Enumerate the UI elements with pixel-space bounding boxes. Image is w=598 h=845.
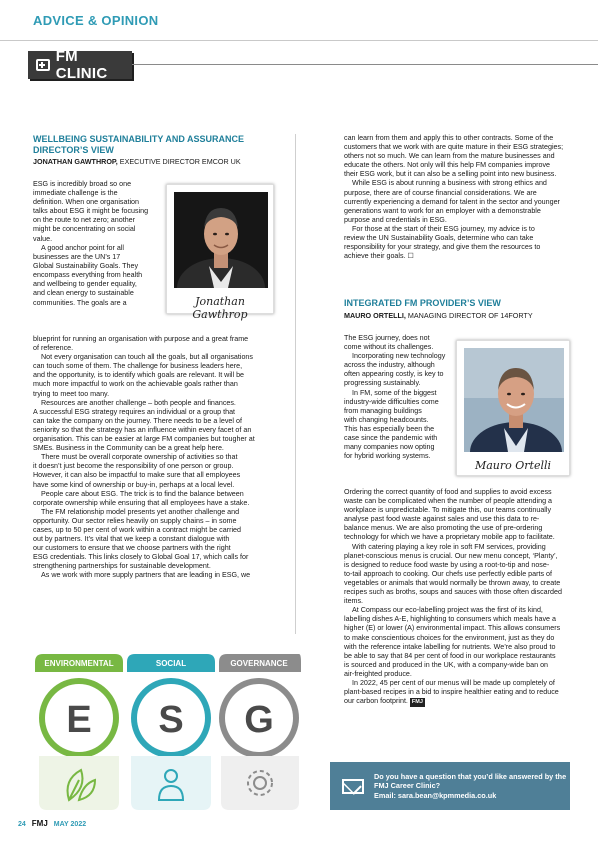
- text-line: planet-conscious menus is crucial. Our new menu concept, ‘Planty’,: [344, 551, 558, 560]
- question-text: Do you have a question that you’d like answered by the FMJ Career Clinic? Email: sara.bean@kpmmedia.co.uk: [374, 772, 567, 800]
- text-line: With catering playing a key role in soft FM services, providing: [352, 542, 546, 551]
- text-line: waste can be complicated when the number of people attending a: [344, 497, 553, 506]
- footer-brand: FMJ: [31, 819, 48, 828]
- text-line: is designed to reduce food waste by using a root-to-tip and nose-: [344, 560, 550, 569]
- text-line: opportunity. Our sector relies heavily on supply chains – in some: [33, 516, 237, 525]
- text-line: At Compass our eco-labelling project was the first of its kind,: [352, 606, 543, 615]
- page-number: 24: [18, 821, 26, 828]
- text-line: seniority so that the strategy has an influence within every facet of an: [33, 425, 252, 434]
- text-line: our carbon footprint. FMJ: [344, 697, 574, 707]
- text-line: vegetables or animals that would normally be thrown away, to create: [344, 578, 561, 587]
- article1-byline: JONATHAN GAWTHROP, EXECUTIVE DIRECTOR EMCOR UK: [33, 157, 241, 166]
- text-line: organisation. This can be easier at large FM companies but tougher at: [33, 435, 255, 444]
- text-line: corporate ownership while ensuring that all employees have a stake.: [33, 498, 250, 507]
- esg-letter-e: E: [66, 699, 92, 741]
- first-aid-kit-icon: [36, 59, 50, 71]
- text-line: balance menus. We are also promoting the use of pre-ordering: [344, 524, 543, 533]
- footer-issue: MAY 2022: [53, 821, 87, 828]
- text-line: educate the others. Not only will this help FM companies improve: [344, 161, 550, 170]
- text-line: Resources are another challenge – both people and finances.: [41, 398, 236, 407]
- fm-clinic-title: FM CLINIC: [55, 48, 108, 82]
- esg-graphic: [33, 652, 303, 814]
- jonathan-photo: [166, 184, 274, 321]
- text-line: Global Sustainability Goals. They: [33, 262, 139, 271]
- esg-social: [127, 654, 215, 810]
- text-line: The FM relationship model presents yet another challenge and: [41, 507, 240, 516]
- text-line: generations want to work for an employer with a demonstrable: [344, 206, 541, 215]
- mauro-photo: [456, 340, 570, 476]
- text-line: encompass everything from health: [33, 271, 143, 280]
- text-line: review the UN Sustainability Goals, determine who can take: [344, 234, 534, 243]
- text-line: might be concentrating on social: [33, 225, 136, 234]
- text-line: have some kind of ownership or buy-in, perhaps at a local level.: [33, 480, 235, 489]
- text-line: others not so much. We can learn from the mature businesses and: [344, 152, 555, 161]
- text-line: talks about ESG it might be focusing: [33, 207, 149, 216]
- text-line: analyse past food waste against sales and use this data to re-: [344, 515, 540, 524]
- text-line: and the opportunity, is to identify which goals are relevant. It will be: [33, 371, 245, 380]
- text-line: As we work with more supply partners that are leading in ESG, we: [41, 571, 251, 580]
- question-email[interactable]: Email: sara.bean@kpmmedia.co.uk: [374, 790, 497, 800]
- text-line: ESG is incredibly broad so one: [33, 180, 132, 188]
- text-line: A good anchor point for all: [41, 244, 124, 252]
- envelope-icon: [342, 779, 364, 794]
- text-line: For those at the start of their ESG journey, my advice is to: [352, 224, 535, 233]
- text-line: In 2022, 45 per cent of our menus will be made up completely of: [352, 678, 555, 687]
- text-line: much more impactful to work on the achievable goals rather than: [33, 380, 238, 389]
- article1-header: [33, 134, 267, 166]
- text-line: In FM, some of the biggest: [352, 388, 437, 397]
- text-line: ESG credentials. This links closely to Global Goal 17, which calls for: [33, 553, 249, 562]
- text-line: cases, up to 50 per cent of work within a contract might be carried: [33, 525, 241, 534]
- text-line: value.: [33, 234, 53, 243]
- text-line: communities. The goals are a: [33, 298, 127, 307]
- article1-intro: [33, 180, 163, 244]
- mauro-signature: Mauro Ortelli: [474, 459, 552, 472]
- article2-header: [344, 298, 574, 320]
- text-line: air-freighted produce.: [344, 669, 412, 678]
- text-line: industry-wide difficulties come: [344, 397, 439, 406]
- article2-body: [344, 488, 574, 707]
- text-line: strengthening partnerships for sustainable development.: [33, 562, 211, 571]
- article2-intro: [344, 334, 452, 461]
- esg-label-environmental: ENVIRONMENTAL: [44, 659, 114, 668]
- text-line: and clean energy to sustainable: [33, 289, 134, 298]
- article2-heading: INTEGRATED FM PROVIDER’S VIEW: [344, 298, 501, 308]
- text-line: definition. When one organisation: [33, 198, 139, 207]
- text-line: A successful ESG strategy requires an individual or a group that: [33, 407, 236, 416]
- text-line: Incorporating new technology: [352, 352, 446, 361]
- text-line: currently experiencing a demand for talent in the sector and younger: [344, 197, 560, 206]
- text-line: for hybrid working systems.: [344, 452, 431, 461]
- text-line: responsibility for your strategy, and give them the resources to: [344, 243, 541, 252]
- text-line: of reference.: [33, 344, 74, 353]
- text-line: with the reference intake labelling for nutrients. We’re also proud to: [344, 642, 556, 651]
- text-line: customers that we work with are quite mature in their ESG strategies;: [344, 143, 564, 152]
- text-line: can learn from them and apply this to other contracts. Some of the: [344, 134, 554, 142]
- text-line: out by partners. It’s vital that we keep a constant dialogue with: [33, 535, 230, 544]
- text-line: Not every organisation can touch all the goals, but all organisations: [41, 353, 253, 362]
- text-line: trying to meet too many.: [33, 389, 110, 398]
- article2-byline: MAURO ORTELLI, MANAGING DIRECTOR OF 14FORTY: [344, 310, 533, 320]
- text-line: higher (E) or lower (A) environmental impact. This allows consumers: [344, 624, 561, 633]
- text-line: case since the pandemic with: [344, 434, 438, 443]
- text-line: This has especially been the: [344, 424, 435, 433]
- text-line: to-tail approach to cooking. Our chefs use perfectly edible parts of: [344, 569, 552, 578]
- text-line: many companies now opting: [344, 443, 435, 452]
- text-line: across the industry, although: [344, 361, 435, 370]
- text-line: immediate challenge is the: [33, 189, 118, 198]
- text-line: labelling dishes A-E, highlighting to consumers which meals have a: [344, 615, 556, 624]
- text-line: and wellbeing to gender equality,: [33, 280, 137, 289]
- text-line: There must be overall corporate ownership of activities so that: [41, 453, 238, 462]
- text-line: SMEs. Business in the Community can be a great help here.: [33, 444, 224, 453]
- text-line: to make conscientious choices for the environment, just as they do: [344, 633, 555, 642]
- article1-body-cont: [344, 134, 574, 261]
- esg-environmental: [35, 654, 123, 810]
- text-line: can touch some of them. The challenge for business leaders here,: [33, 362, 243, 371]
- text-line: businesses are the UN’s 17: [33, 253, 121, 262]
- esg-letter-g: G: [244, 699, 274, 741]
- article1-body: [33, 335, 295, 581]
- jonathan-signature: Jonathan Gawthrop: [192, 295, 248, 321]
- text-line: it doesn’t just become the responsibility of one person or group.: [33, 462, 234, 471]
- text-line: from managing buildings: [344, 406, 422, 415]
- text-line: come without its challenges.: [344, 343, 434, 352]
- text-line: items.: [344, 597, 364, 606]
- top-divider: [0, 40, 598, 41]
- text-line: Ordering the correct quantity of food and supplies to avoid excess: [344, 488, 552, 496]
- text-line: with changing headcounts.: [344, 415, 429, 424]
- clinic-divider: [132, 64, 598, 65]
- text-line: The ESG journey, does not: [344, 334, 430, 342]
- esg-governance: [219, 654, 301, 810]
- text-line: technology for which we have a proprietary mobile app to facilitate.: [344, 533, 555, 542]
- article1-intro-cont: [33, 244, 163, 308]
- text-line: blueprint for running an organisation with purpose and a great frame: [33, 335, 249, 343]
- text-line: purpose, there are of course financial considerations. We are: [344, 188, 537, 197]
- text-line: our customers to ensure that we choose partners with the right: [33, 544, 231, 553]
- text-line: achieve their goals. ☐: [344, 252, 414, 261]
- text-line: is sourced and produced in the UK, with a company-wide ban on: [344, 660, 549, 669]
- text-line: be able to say that 84 per cent of food in our workplace restaurants: [344, 651, 556, 660]
- question-box: [330, 762, 570, 810]
- section-kicker: ADVICE & OPINION: [33, 13, 159, 28]
- text-line: plant-based recipes in a bid to inspire healthier eating and to reduce: [344, 688, 559, 697]
- text-line: purpose and credentials in ESG.: [344, 215, 447, 224]
- text-line: on the route to net zero; another: [33, 216, 136, 225]
- article1-heading: WELLBEING SUSTAINABILITY AND ASSURANCE DIRECTOR’S VIEW: [33, 134, 245, 155]
- esg-label-social: SOCIAL: [155, 659, 187, 668]
- text-line: often appearing costly, is key to: [344, 370, 444, 379]
- esg-letter-s: S: [158, 699, 184, 741]
- text-line: recipes such as broths, soups and sauces with those often discarded: [344, 588, 562, 597]
- text-line: their ESG work, but it can also be a selling point into new business.: [344, 170, 557, 179]
- esg-label-governance: GOVERNANCE: [230, 659, 288, 668]
- text-line: progressing sustainably.: [344, 379, 421, 388]
- mauro-portrait: [464, 348, 564, 452]
- fm-clinic-tab: [28, 48, 132, 82]
- text-line: While ESG is about running a business with strong ethics and: [352, 179, 547, 188]
- jonathan-portrait: [174, 192, 268, 288]
- fmj-end-mark: FMJ: [410, 698, 425, 707]
- text-line: However, it can also be impactful to make sure that all employees: [33, 471, 241, 480]
- column-divider: [295, 134, 296, 634]
- text-line: People care about ESG. The trick is to find the balance between: [41, 489, 244, 498]
- text-line: can take the company on the journey. There needs to be a level of: [33, 416, 242, 425]
- text-line: workplace is unpredictable. To mitigate this, our teams continually: [344, 506, 552, 515]
- page-footer: [18, 819, 86, 828]
